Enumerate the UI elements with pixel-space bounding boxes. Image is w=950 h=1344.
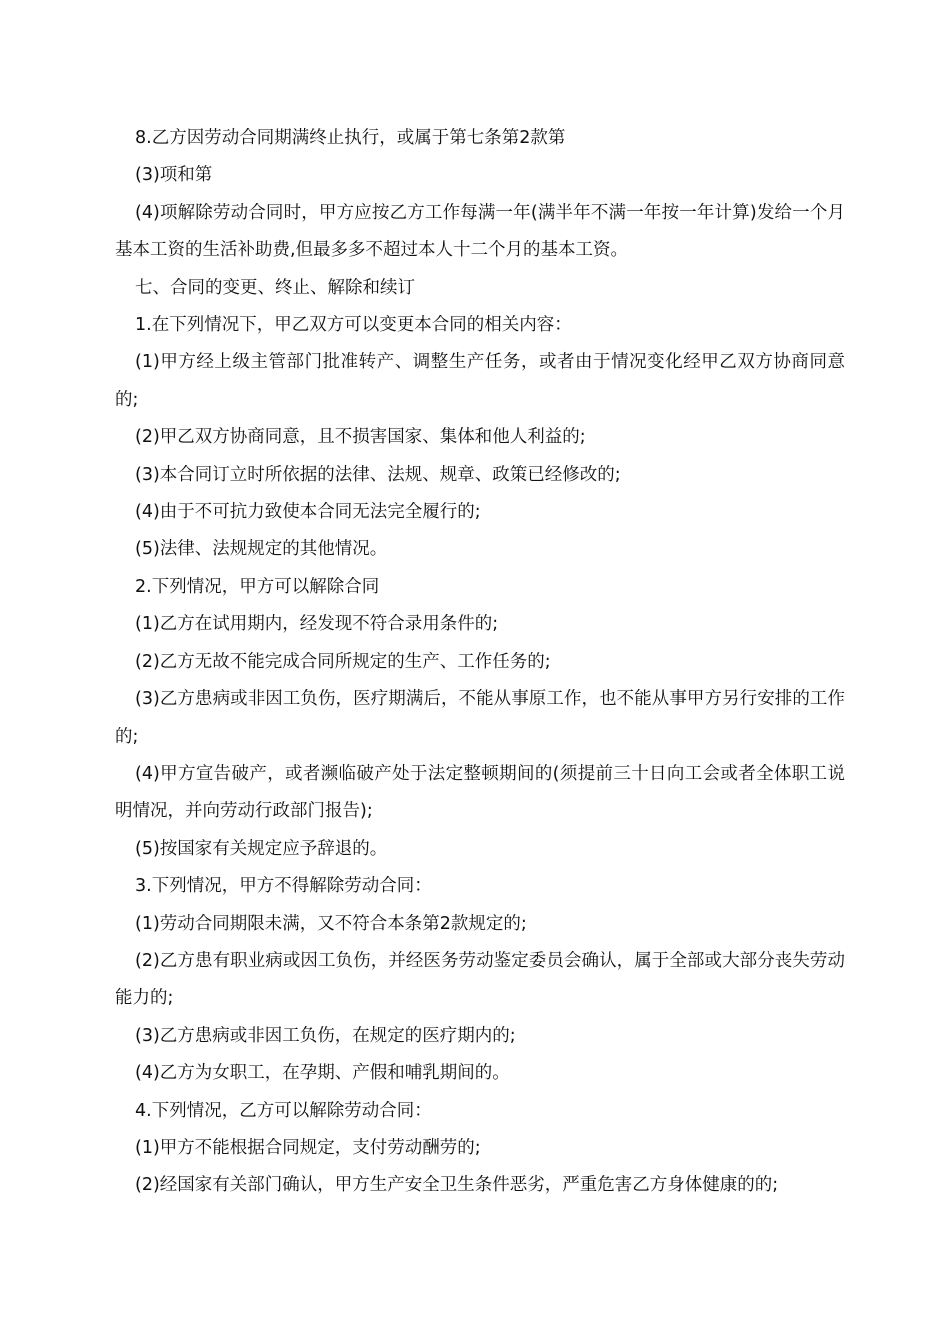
paragraph: (2)经国家有关部门确认，甲方生产安全卫生条件恶劣，严重危害乙方身体健康的的; — [135, 1175, 779, 1196]
paragraph: (1)乙方在试用期内，经发现不符合录用条件的; — [135, 614, 499, 635]
paragraph: 2.下列情况，甲方可以解除合同 — [135, 576, 380, 597]
paragraph: (5)法律、法规规定的其他情况。 — [135, 539, 388, 560]
paragraph: (4)由于不可抗力致使本合同无法完全履行的; — [135, 502, 481, 523]
section-heading: 七、合同的变更、终止、解除和续订 — [135, 277, 415, 298]
paragraph: (4)甲方宣告破产，或者濒临破产处于法定整顿期间的(须提前三十日向工会或者全体职工说明情况，并向劳动行政部门报告); — [115, 763, 845, 822]
paragraph: (3)乙方患病或非因工负伤，医疗期满后，不能从事原工作，也不能从事甲方另行安排的工作的; — [115, 689, 845, 747]
paragraph: 8.乙方因劳动合同期满终止执行，或属于第七条第2款第 — [135, 128, 566, 148]
paragraph: (5)按国家有关规定应予辞退的。 — [135, 838, 388, 859]
paragraph: (1)甲方不能根据合同规定，支付劳动酬劳的; — [135, 1137, 481, 1158]
paragraph: 1.在下列情况下，甲乙双方可以变更本合同的相关内容： — [135, 315, 572, 336]
paragraph: (4)项解除劳动合同时，甲方应按乙方工作每满一年(满半年不满一年按一年计算)发给一个月基本工资的生活补助费,但最多多不超过本人十二个月的基本工资。 — [115, 202, 845, 261]
paragraph: (2)乙方患有职业病或因工负伤，并经医务劳动鉴定委员会确认，属于全部或大部分丧失劳动能力的; — [115, 950, 845, 1009]
paragraph: (2)乙方无故不能完成合同所规定的生产、工作任务的; — [135, 651, 551, 672]
paragraph: (3)本合同订立时所依据的法律、法规、规章、政策已经修改的; — [135, 464, 621, 485]
paragraph: 3.下列情况，甲方不得解除劳动合同： — [135, 876, 432, 897]
paragraph: 4.下列情况，乙方可以解除劳动合同： — [135, 1100, 432, 1121]
paragraph: (3)项和第 — [135, 165, 213, 186]
paragraph: (2)甲乙双方协商同意，且不损害国家、集体和他人利益的; — [135, 427, 586, 448]
paragraph: (4)乙方为女职工，在孕期、产假和哺乳期间的。 — [135, 1063, 510, 1084]
paragraph: (1)甲方经上级主管部门批准转产、调整生产任务，或者由于情况变化经甲乙双方协商同意的; — [115, 352, 845, 410]
paragraph: (1)劳动合同期限未满，又不符合本条第2款规定的; — [135, 913, 527, 934]
paragraph: (3)乙方患病或非因工负伤，在规定的医疗期内的; — [135, 1025, 516, 1046]
document-page — [115, 120, 845, 1205]
